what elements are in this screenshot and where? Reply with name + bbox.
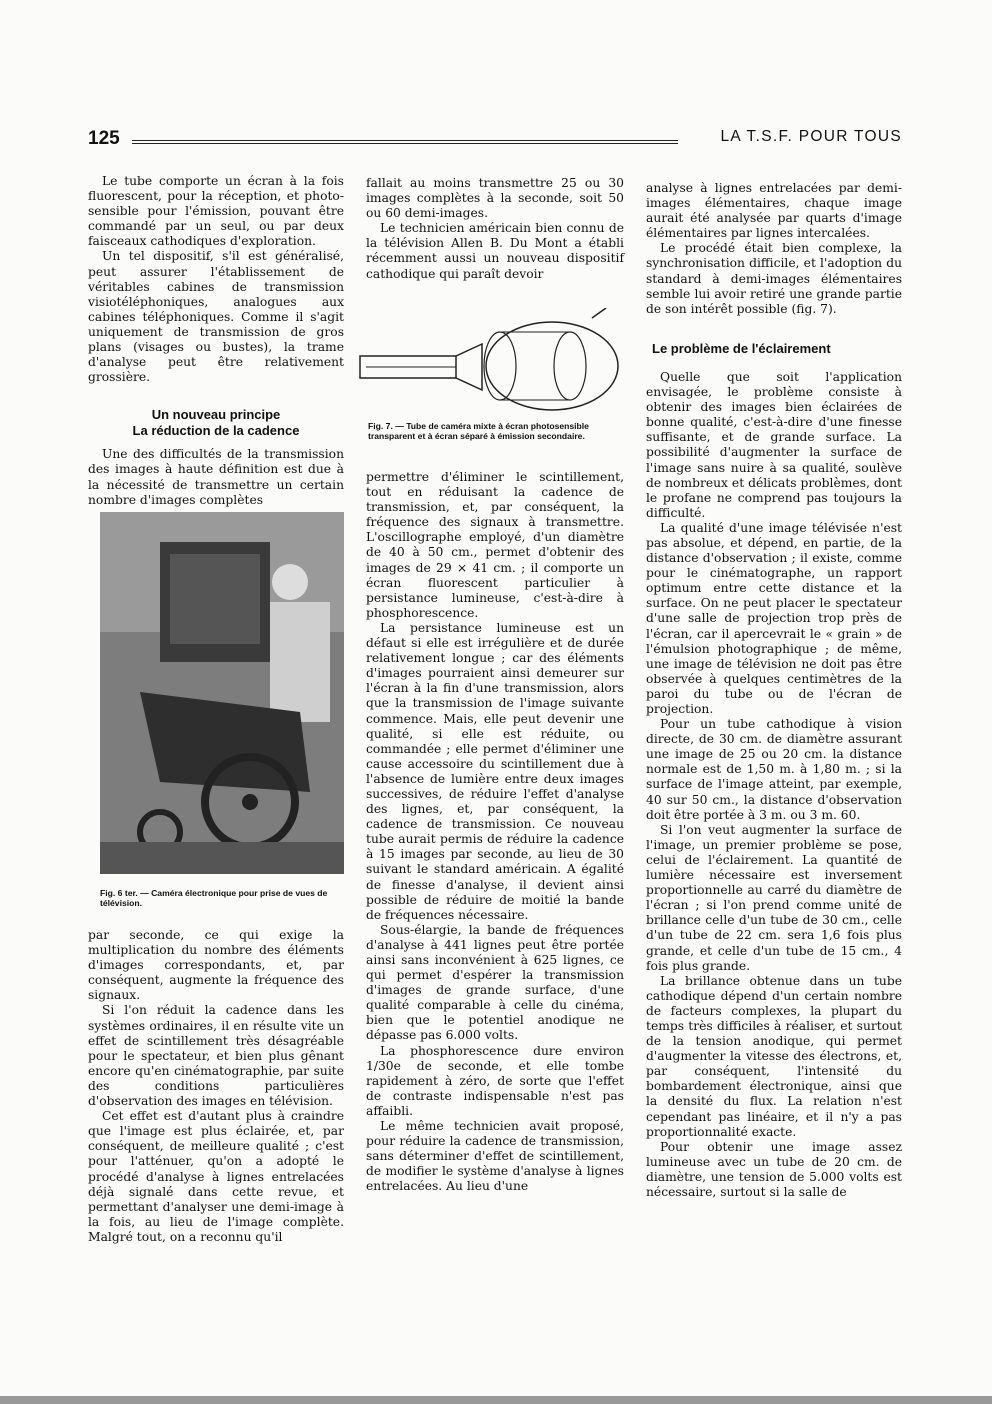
paragraph: Cet effet est d'autant plus à craindre que l'image est plus éclairée, et, par conséquent, de meilleure qualité ; c'est pour l'atténuer, qu'on a adopté le procédé d'analyse à lignes entrelacées déjà signalé dans cette revue, et permettant d'analyser une demi-image à la fois, au lieu de l'image complète. Malgré tout, on a reconnu qu'il	[88, 1109, 344, 1244]
section-subheading: La réduction de la cadence	[132, 423, 300, 439]
column-1	[88, 174, 344, 508]
paragraph: fallait au moins transmettre 25 ou 30 images complètes à la seconde, soit 50 ou 60 demi-images.	[366, 176, 624, 221]
header-rule	[132, 140, 678, 144]
column-3	[646, 181, 902, 1200]
camera-photo-illustration	[100, 512, 344, 874]
figure-6-caption: Fig. 6 ter. — Caméra électronique pour prise de vues de télévision.	[100, 888, 328, 908]
scan-edge	[0, 1396, 992, 1404]
figure-6-photo	[100, 512, 344, 874]
figure-7-caption: Fig. 7. — Tube de caméra mixte à écran photosensible transparent et à écran séparé à émission secondaire.	[368, 421, 589, 441]
paragraph: La qualité d'une image télévisée n'est pas absolue, et dépend, en partie, de la distance d'observation ; il existe, comme pour le cinématographe, un rapport optimum entre cette distance et la surface. On ne peut placer le spectateur d'une salle de projection trop près de l'écran, car il apercevrait le « grain » de l'émulsion photographique ; de même, une image de télévision ne doit pas être observée à quelques centimètres de la paroi du tube ou de l'écran de projection.	[646, 520, 902, 716]
column-2	[366, 176, 624, 282]
paragraph: Un tel dispositif, s'il est généralisé, peut assurer l'établissement de véritables cabines de transmission visiotéléphoniques, analogues aux cabines téléphoniques. Comme il s'agit uniquement de transmission de gros plans (visages ou bustes), la trame d'analyse peut être relativement grossière.	[88, 249, 344, 385]
paragraph: La persistance lumineuse est un défaut si elle est irrégulière et de durée relativement longue ; car des éléments d'images pourraient ainsi demeurer sur l'écran à la fin d'une transmission, alors que la transmission de l'image suivante commence. Mais, elle peut devenir une qualité, si elle est réduite, ou commandée ; elle permet d'éliminer une cause accessoire du scintillement due à l'absence de lumière entre deux images successives, de réduire l'effet d'analyse des lignes, et, par conséquent, la cadence de transmission. Ce nouveau tube aurait permis de réduire la cadence à 15 images par seconde, au lieu de 30 suivant le standard américain. A égalité de finesse d'analyse, il devient ainsi possible de réduire de moitié la bande de fréquences nécessaire.	[366, 620, 624, 922]
paragraph: permettre d'éliminer le scintillement, tout en réduisant la cadence de transmission, et, par conséquent, la fréquence des signaux à transmettre. L'oscillographe employé, d'un diamètre de 40 à 50 cm., permet d'obtenir des images de 29 × 41 cm. ; il comporte un écran fluorescent particulier à persistance lumineuse, c'est-à-dire à phosphorescence.	[366, 470, 624, 620]
paragraph: Le tube comporte un écran à la fois fluorescent, pour la réception, et photo-sensible pour l'émission, pouvant être commandé par un seul, ou par deux faisceaux cathodiques d'exploration.	[88, 174, 344, 249]
paragraph: Le même technicien avait proposé, pour réduire la cadence de transmission, sans déterminer d'effet de scintillement, de modifier le système d'analyse à lignes entrelacées. Au lieu d'une	[366, 1119, 624, 1194]
journal-title: LA T.S.F. POUR TOUS	[720, 128, 902, 145]
paragraph: La brillance obtenue dans un tube cathodique dépend d'un certain nombre de facteurs complexes, la plupart du temps très difficiles à réaliser, et surtout de la tension anodique, qui permet d'augmenter la vitesse des électrons, et, par conséquent, l'intensité du bombardement électronique, ainsi que la densité du flux. La relation n'est cependant pas linéaire, et il n'y a pas proportionnalité exacte.	[646, 973, 902, 1139]
camera-tube-illustration	[356, 308, 624, 414]
paragraph: Pour obtenir une image assez lumineuse avec un tube de 20 cm. de diamètre, une tension de 5.000 volts est nécessaire, surtout si la salle de	[646, 1139, 902, 1199]
paragraph: analyse à lignes entrelacées par demi-images élémentaires, chaque image aurait été analysée par quarts d'image élémentaires par lignes intercalées.	[646, 181, 902, 241]
paragraph: Si l'on réduit la cadence dans les systèmes ordinaires, il en résulte vite un effet de scintillement très désagréable pour le spectateur, et bien plus gênant encore qu'en cinématographie, par suite des conditions particulières d'observation des images en télévision.	[88, 1003, 344, 1109]
paragraph: Le procédé était bien complexe, la synchronisation difficile, et l'adoption du standard à demi-images élémentaires semble lui avoir retiré une grande partie de son intérêt possible (fig. 7).	[646, 241, 902, 316]
paragraph: Si l'on veut augmenter la surface de l'image, un premier problème se pose, celui de l'éclairement. La quantité de lumière nécessaire est inversement proportionnelle au carré du diamètre de l'écran ; si l'on prend comme unité de brillance celle d'un tube de 30 cm., celle d'un tube de 22 cm. sera 1,6 fois plus grande, et celle d'un tube de 15 cm., 4 fois plus grande.	[646, 822, 902, 973]
paragraph: Pour un tube cathodique à vision directe, de 30 cm. de diamètre assurant une image de 25 ou 20 cm. la distance normale est de 1,50 m. à 1,80 m. ; si la surface de l'image atteint, par exemple, 40 sur 50 cm., la distance d'observation doit être portée à 3 m. ou 3 m. 60.	[646, 717, 902, 822]
column-1-continued	[88, 928, 344, 1245]
column-2-continued	[366, 470, 624, 1195]
page-number: 125	[88, 128, 120, 149]
section-heading: Un nouveau principe	[151, 407, 281, 423]
paragraph: par seconde, ce qui exige la multiplication du nombre des éléments d'images correspondants, et, par conséquent, augmente la fréquence des signaux.	[88, 928, 344, 1003]
paragraph: Une des difficultés de la transmission des images à haute définition est due à la nécessité de transmettre un certain nombre d'images complètes	[88, 447, 344, 507]
paragraph: Le technicien américain bien connu de la télévision Allen B. Du Mont a établi récemment aussi un nouveau dispositif cathodique qui paraît devoir	[366, 221, 624, 281]
paragraph: La phosphorescence dure environ 1/30e de seconde, et elle tombe rapidement à zéro, de sorte que l'effet de contraste indispensable n'est pas affaibli.	[366, 1043, 624, 1118]
paragraph: Sous-élargie, la bande de fréquences d'analyse à 441 lignes peut être portée ainsi sans inconvénient à 625 lignes, ce qui permet d'espérer la transmission d'images de grande surface, d'une qualité comparable à celle du cinéma, bien que le potentiel anodique ne dépasse pas 6.000 volts.	[366, 922, 624, 1043]
page-header	[88, 128, 902, 154]
section-heading: Le problème de l'éclairement	[652, 340, 831, 356]
figure-7-tube-drawing	[356, 308, 624, 414]
paragraph: Quelle que soit l'application envisagée, le problème consiste à obtenir des images bien éclairées de bonne qualité, c'est-à-dire d'une finesse suffisante, et de grande surface. La possibilité d'augmenter la surface de l'image sans nuire à sa qualité, soulève de nombreux et délicats problèmes, dont le profane ne comprend pas toujours la difficulté.	[646, 369, 902, 520]
